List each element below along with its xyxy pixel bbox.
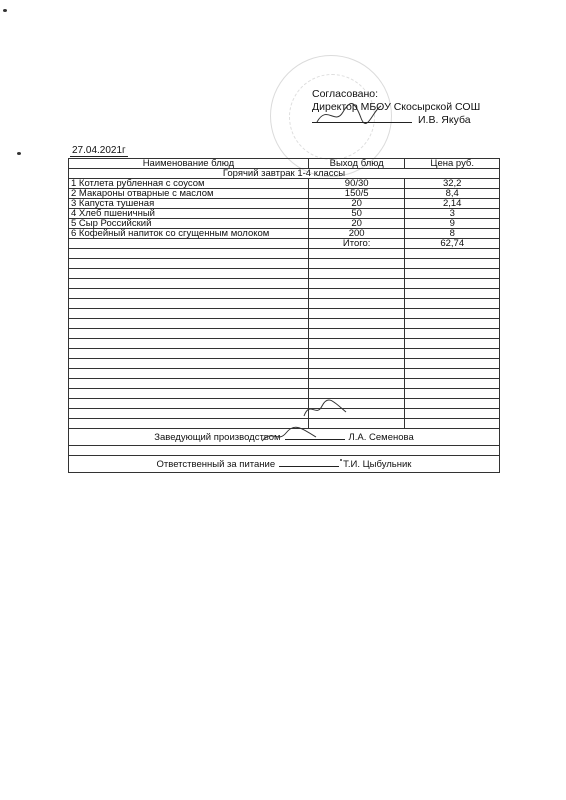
section-title: Горячий завтрак 1-4 классы <box>69 169 500 179</box>
empty-row <box>69 409 500 419</box>
scan-speck <box>340 459 342 461</box>
approval-agreed: Согласовано: <box>312 88 379 100</box>
resp-title: Ответственный за питание <box>156 458 276 470</box>
empty-row <box>69 299 500 309</box>
dish-price: 32,2 <box>405 179 500 189</box>
table-row <box>69 189 500 199</box>
table-row <box>69 229 500 239</box>
dish-yield: 50 <box>308 209 405 219</box>
resp-signature-line <box>279 466 339 467</box>
table-row <box>69 209 500 219</box>
empty-row <box>69 389 500 399</box>
total-value: 62,74 <box>405 239 500 249</box>
header-yield: Выход блюд <box>308 159 405 169</box>
dish-price: 9 <box>405 219 500 229</box>
dish-price: 8,4 <box>405 189 500 199</box>
signature-row-resp <box>69 456 500 473</box>
empty-row <box>69 329 500 339</box>
empty-row <box>69 446 500 456</box>
header-price: Цена руб. <box>405 159 500 169</box>
total-label: Итого: <box>308 239 405 249</box>
total-row <box>69 239 500 249</box>
empty-row <box>69 259 500 269</box>
scan-speck <box>17 152 21 155</box>
resp-signature-cell <box>69 456 500 473</box>
dish-name: 3 Капуста тушеная <box>69 199 309 209</box>
document-date: 27.04.2021г <box>72 145 126 156</box>
empty-row <box>69 309 500 319</box>
dish-name: 6 Кофейный напиток со сгущенным молоком <box>69 229 309 239</box>
signature-line <box>312 122 412 123</box>
dish-yield: 200 <box>308 229 405 239</box>
dish-yield: 20 <box>308 219 405 229</box>
dish-yield: 90/30 <box>308 179 405 189</box>
head-name: Л.А. Семенова <box>348 431 414 443</box>
empty-row <box>69 399 500 409</box>
approval-name: И.В. Якуба <box>418 114 471 126</box>
empty-row <box>69 279 500 289</box>
scan-speck <box>3 9 7 12</box>
empty-row <box>69 319 500 329</box>
dish-name: 4 Хлеб пшеничный <box>69 209 309 219</box>
dish-name: 2 Макароны отварные с маслом <box>69 189 309 199</box>
empty-row <box>69 369 500 379</box>
empty-row <box>69 289 500 299</box>
table-row <box>69 199 500 209</box>
head-title: Заведующий производством <box>154 431 281 443</box>
table-row <box>69 179 500 189</box>
empty-row <box>69 249 500 259</box>
dish-price: 2,14 <box>405 199 500 209</box>
dish-price: 3 <box>405 209 500 219</box>
section-row <box>69 169 500 179</box>
resp-signature-scribble <box>260 425 320 445</box>
header-dish-name: Наименование блюд <box>69 159 309 169</box>
dish-yield: 20 <box>308 199 405 209</box>
empty-row <box>69 359 500 369</box>
dish-yield: 150/5 <box>308 189 405 199</box>
table-row <box>69 219 500 229</box>
approval-block <box>312 88 480 127</box>
empty-cell <box>69 239 309 249</box>
head-signature-scribble <box>300 398 350 420</box>
empty-row <box>69 379 500 389</box>
approval-director: Директор МБОУ Скосырской СОШ <box>312 101 481 113</box>
dish-price: 8 <box>405 229 500 239</box>
dish-name: 1 Котлета рубленная с соусом <box>69 179 309 189</box>
empty-row <box>69 269 500 279</box>
dish-name: 5 Сыр Российский <box>69 219 309 229</box>
resp-name: Т.И. Цыбульник <box>343 458 412 470</box>
empty-row <box>69 349 500 359</box>
table-header-row <box>69 159 500 169</box>
empty-row <box>69 339 500 349</box>
